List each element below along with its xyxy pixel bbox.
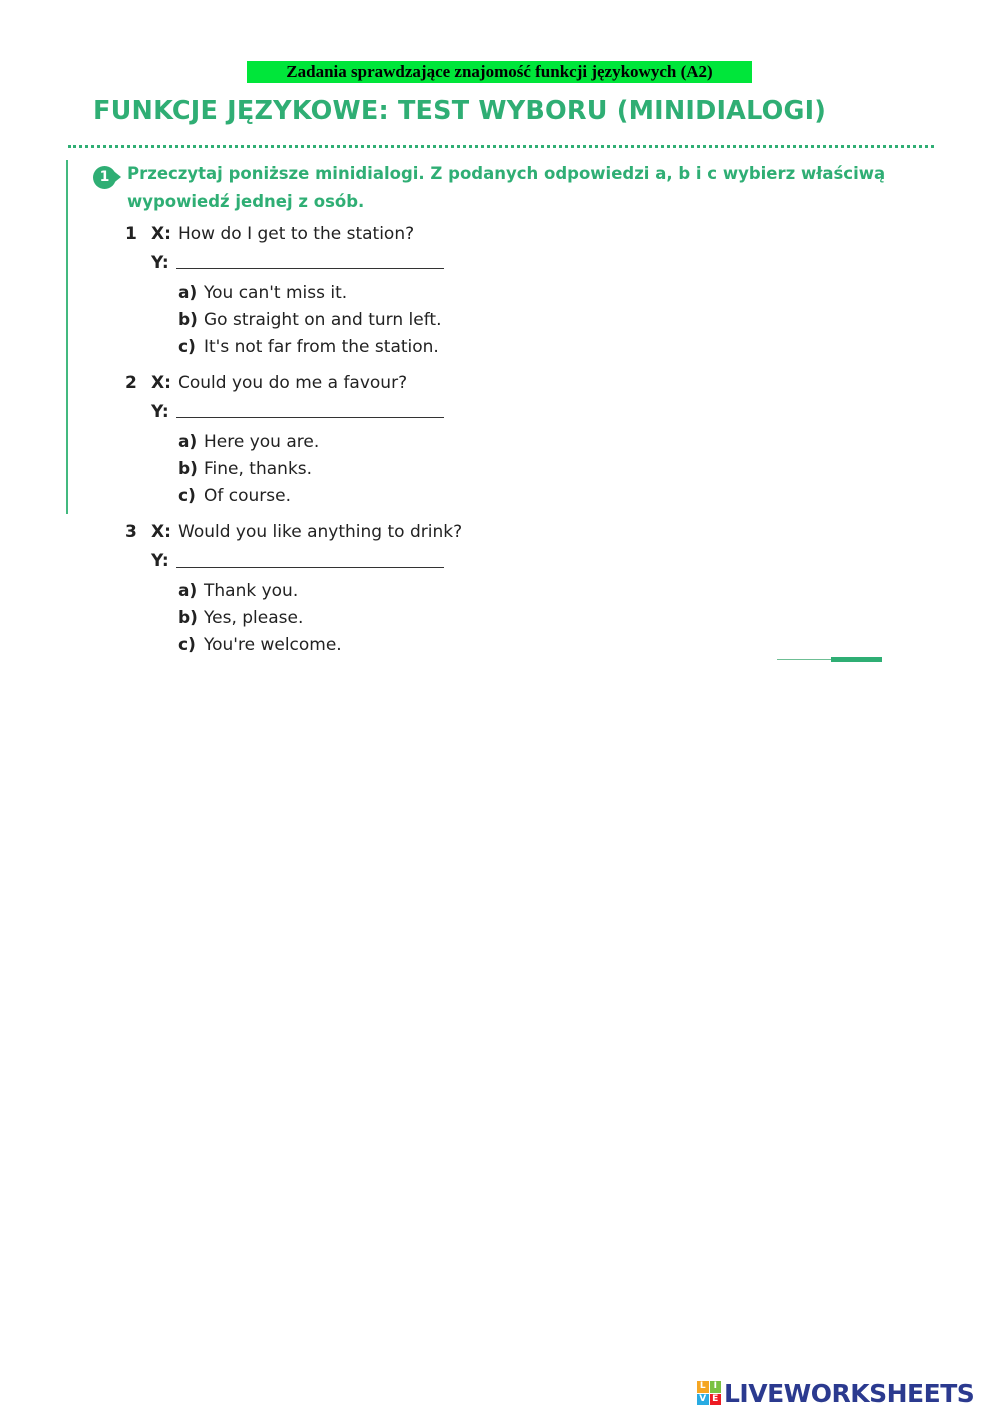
page-corner-mark-accent xyxy=(831,657,882,662)
speaker-y-label: Y: xyxy=(151,253,169,273)
option-text[interactable]: Fine, thanks. xyxy=(204,459,313,479)
question-number: 3 xyxy=(125,522,137,542)
logo-letter: L xyxy=(697,1381,709,1393)
question-prompt: Would you like anything to drink? xyxy=(178,522,463,542)
option-text[interactable]: You can't miss it. xyxy=(204,283,348,303)
left-margin-bar xyxy=(66,160,68,514)
top-banner: Zadania sprawdzające znajomość funkcji językowych (A2) xyxy=(247,61,752,83)
speaker-x-label: X: xyxy=(151,522,171,542)
speaker-x-label: X: xyxy=(151,373,171,393)
speaker-x-label: X: xyxy=(151,224,171,244)
logo-letter: E xyxy=(710,1394,722,1406)
option-letter: b) xyxy=(178,310,198,330)
dotted-divider xyxy=(68,145,934,148)
question-number: 1 xyxy=(125,224,137,244)
logo-letter: I xyxy=(710,1381,722,1393)
logo-grid-icon xyxy=(697,1381,721,1405)
option-text[interactable]: Yes, please. xyxy=(204,608,304,628)
option-letter: c) xyxy=(178,635,196,655)
option-letter: a) xyxy=(178,283,198,303)
option-letter: a) xyxy=(178,432,198,452)
option-text[interactable]: It's not far from the station. xyxy=(204,337,439,357)
option-text[interactable]: Thank you. xyxy=(204,581,299,601)
exercise-number-badge: 1 xyxy=(93,166,116,189)
liveworksheets-logo[interactable] xyxy=(697,1378,974,1408)
answer-blank-2[interactable] xyxy=(176,417,444,418)
page-corner-mark xyxy=(777,659,831,660)
logo-text: LIVEWORKSHEETS xyxy=(724,1378,975,1408)
option-letter: c) xyxy=(178,486,196,506)
instruction-line-1: Przeczytaj poniższe minidialogi. Z podanych odpowiedzi a, b i c wybierz właściwą xyxy=(127,164,886,183)
answer-blank-3[interactable] xyxy=(176,567,444,568)
answer-blank-1[interactable] xyxy=(176,268,444,269)
option-letter: b) xyxy=(178,459,198,479)
option-text[interactable]: Here you are. xyxy=(204,432,320,452)
speaker-y-label: Y: xyxy=(151,402,169,422)
option-text[interactable]: Go straight on and turn left. xyxy=(204,310,442,330)
instruction-line-2: wypowiedź jednej z osób. xyxy=(127,192,365,211)
option-letter: c) xyxy=(178,337,196,357)
option-text[interactable]: Of course. xyxy=(204,486,292,506)
question-prompt: How do I get to the station? xyxy=(178,224,415,244)
option-letter: b) xyxy=(178,608,198,628)
page-title: FUNKCJE JĘZYKOWE: TEST WYBORU (MINIDIALOGI) xyxy=(93,96,827,126)
question-number: 2 xyxy=(125,373,137,393)
question-prompt: Could you do me a favour? xyxy=(178,373,408,393)
option-text[interactable]: You're welcome. xyxy=(204,635,342,655)
option-letter: a) xyxy=(178,581,198,601)
logo-letter: V xyxy=(697,1394,709,1406)
speaker-y-label: Y: xyxy=(151,551,169,571)
